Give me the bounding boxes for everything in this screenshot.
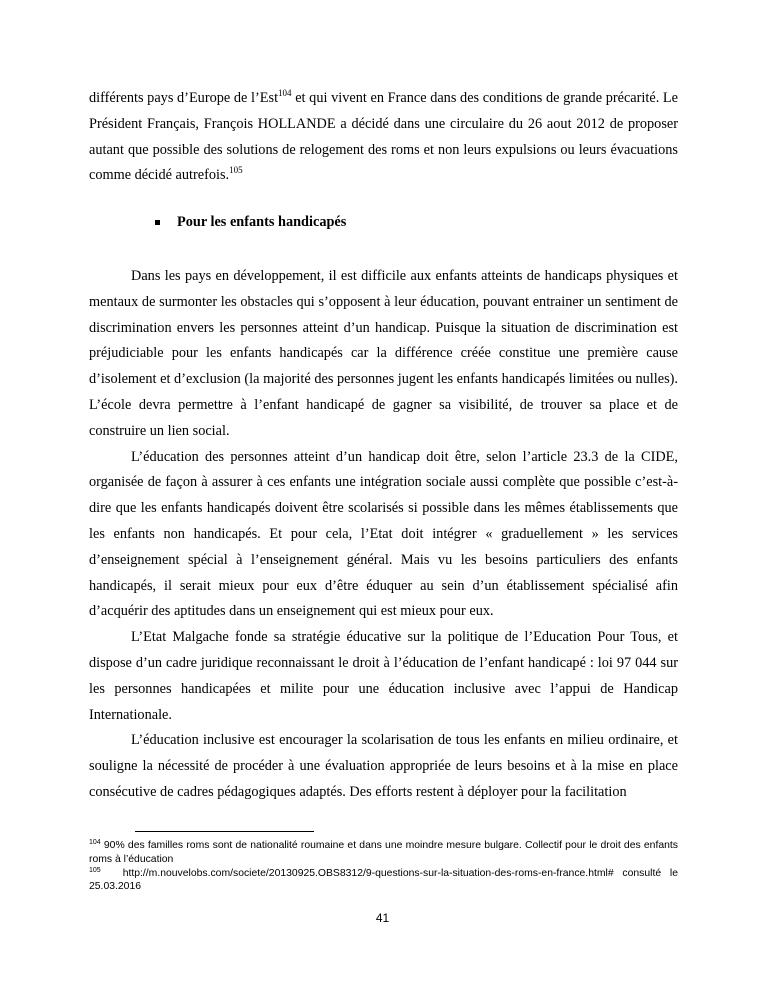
footnote-link[interactable]: http://m.nouvelobs.com/societe/20130925.OBS8312/9-questions-sur-la-situation-des-roms-en-france.html# <box>122 867 614 879</box>
footnote-separator <box>135 831 314 832</box>
body-paragraph: L’éducation des personnes atteint d’un handicap doit être, selon l’article 23.3 de la CIDE, organisée de façon à assurer à ces enfants une intégration sociale aussi complète que possible c’est-à-dire que les enfants handicapés doivent être scolarisés si possible dans les mêmes établissements que les enfants non handicapés. Et pour cela, l’Etat doit intégrer « graduellement » les services d’enseignement spécial à l’enseignement général. Mais vu les besoins particuliers des enfants handicapés, il serait mieux pour eux d’être éduquer au sein d’un établissement spécialisé afin d’acquérir des aptitudes dans un enseignement qui est mieux pour eux. <box>89 448 678 620</box>
main-body <box>89 264 678 806</box>
footnote-text: consulté le 25.03.2016 <box>89 867 678 893</box>
footnotes <box>89 839 678 894</box>
footnote-ref-105[interactable]: 105 <box>229 165 243 176</box>
intro-text-part1: différents pays d’Europe de l’Est <box>89 90 279 106</box>
section-heading-text: Pour les enfants handicapés <box>177 214 347 230</box>
intro-text-part2: et qui vivent en France dans des conditions de grande précarité. Le Président Français, François HOLLANDE a décidé dans une circulaire du 26 aout 2012 de proposer autant que possible des solutions de relogement des roms et non leurs expulsions ou leurs évacuations comme décidé autrefois. <box>89 90 678 184</box>
footnote-text: 90% des familles roms sont de nationalité roumaine et dans une moindre mesure bulgare. Collectif pour le droit des enfants roms à l’éducation <box>89 840 678 865</box>
footnote-ref-104[interactable]: 104 <box>278 88 292 98</box>
section-heading <box>155 214 346 231</box>
footnote-104 <box>89 839 678 867</box>
body-paragraph: Dans les pays en développement, il est difficile aux enfants atteints de handicaps physiques et mentaux de surmonter les obstacles qui s’opposent à leur éducation, pouvant entrainer un sentiment de discrimination envers les personnes atteint d’un handicap. Puisque la situation de discrimination est préjudiciable pour les enfants handicapés car la différence créée constitue une première cause d’isolement et d’exclusion (la majorité des personnes jugent les enfants handicapés limitées ou nulles). L’école devra permettre à l’enfant handicapé de gagner sa visibilité, de trouver sa place et de construire un lien social. <box>89 268 678 439</box>
body-paragraph: L’Etat Malgache fonde sa stratégie éducative sur la politique de l’Education Pour Tous, et dispose d’un cadre juridique reconnaissant le droit à l’éducation de l’enfant handicapé : loi 97 044 sur les personnes handicapées et milite pour une éducation inclusive avec l’appui de Handicap Internationale. <box>89 629 678 723</box>
square-bullet-icon <box>155 220 160 225</box>
page-number: 41 <box>375 911 390 925</box>
footnote-number: 104 <box>89 839 101 846</box>
footnote-number: 105 <box>89 866 101 874</box>
footnote-105 <box>89 867 678 895</box>
intro-paragraph <box>89 86 678 189</box>
body-paragraph: L’éducation inclusive est encourager la scolarisation de tous les enfants en milieu ordinaire, et souligne la nécessité de procéder à une évaluation appropriée de leurs besoins et à la mise en place consécutive de cadres pédagogiques adaptés. Des efforts restent à déployer pour la facilitation <box>89 732 678 800</box>
